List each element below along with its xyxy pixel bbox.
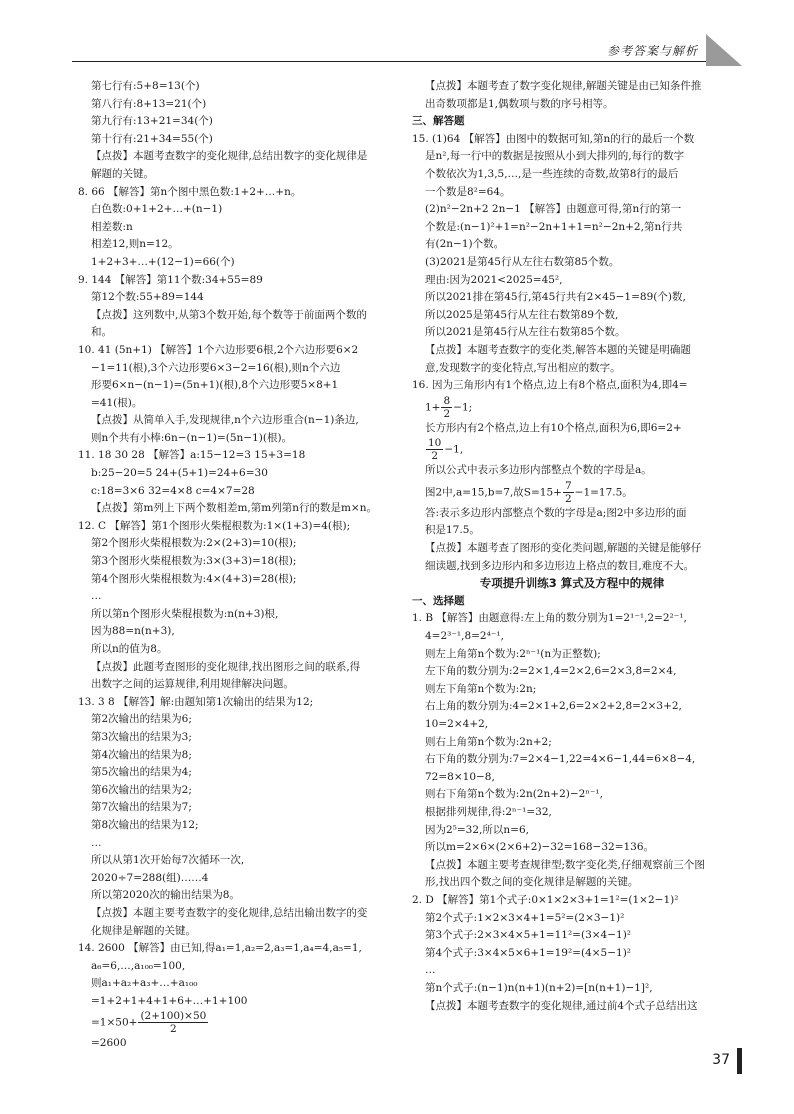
text-line: 相差数:n — [91, 220, 133, 233]
text-line: 10. 41 (5n+1) 【解答】1个六边形要6根,2个六边形要6×2 — [78, 343, 359, 356]
text-line: 第九行有:13+21=34(个) — [91, 115, 213, 128]
text-line: 72=8×10−8, — [425, 770, 495, 783]
text-line: a₆=6,…,a₁₀₀=100, — [91, 959, 186, 972]
fraction — [563, 480, 574, 505]
fraction-numerator: 10 — [428, 437, 442, 450]
text-line: 第3个式子:2×3×4×5+1=11²=(3×4−1)² — [425, 929, 632, 942]
left-column — [78, 78, 390, 1053]
text-line: 所以从第1次开始每7次循环一次, — [91, 854, 245, 867]
page-header — [72, 40, 742, 66]
text-line: 第4个式子:3×4×5×6+1=19²=(4×5−1)² — [425, 946, 632, 959]
q16-answer-1: 答:表示多边形内部整点个数的字母是a;图2中多边形的面 — [425, 506, 687, 519]
q16-f1-post: −1; — [453, 401, 473, 414]
q16-rect: 长方形内有2个格点,边上有10个格点,面积为6,即6=2+ — [425, 421, 682, 434]
text-line: 个数是:(n−1)²+1=n²−2n+1+1=n²−2n+2,第n行共 — [425, 220, 683, 233]
text-line: 理由:因为2021<2025=45², — [425, 273, 563, 286]
text-line: 右上角的数分别为:4=2×1+2,6=2×2+2,8=2×3+2, — [425, 700, 682, 713]
text-line: 15. (1)64 【解答】由图中的数据可知,第n的行的最后一个数 — [412, 132, 695, 145]
text-line: 则n个共有小棒:6n−(n−1)=(5n−1)(根)。 — [91, 431, 293, 444]
text-line: b:25−20=5 24+(5+1)=24+6=30 — [91, 467, 268, 480]
text-line: 左下角的数分别为:2=2×1,4=2×2,6=2×3,8=2×4, — [425, 665, 677, 678]
text-line: 【点拨】从简单入手,发现规律,n个六边形重合(n−1)条边, — [91, 414, 359, 427]
section-heading: 一、选择题 — [412, 594, 465, 607]
q16-f1-pre: 1+ — [425, 401, 441, 414]
text-line: 因为2⁵=32,所以n=6, — [425, 823, 529, 836]
text-line: 第4次输出的结果为8; — [91, 748, 192, 761]
text-line: 4=2³⁻¹,8=2⁴⁻¹, — [425, 630, 504, 643]
q16-f3-pre: 图2中,a=15,b=7,故S=15+ — [425, 486, 562, 499]
text-line: −1=11(根),3个六边形要6×3−2=16(根),则n个六边 — [91, 361, 341, 374]
section-subtitle: 专项提升训练3 算式及方程中的规律 — [479, 576, 665, 591]
text-line: 2020÷7=288(组)……4 — [91, 871, 209, 884]
text-line: 第2次输出的结果为6; — [91, 713, 192, 726]
text-line: 第n个式子:(n−1)n(n+1)(n+2)=[n(n+1)−1]², — [425, 981, 653, 994]
text-line: 第七行有:5+8=13(个) — [91, 80, 200, 92]
q16-f3-post: −1=17.5。 — [574, 486, 633, 499]
text-line: 第5次输出的结果为4; — [91, 766, 192, 779]
header-rule — [72, 61, 706, 62]
text-line: 【点拨】本题考查数字的变化类,解答本题的关键是明确题 — [425, 343, 691, 356]
text-line: 所以n的值为8。 — [91, 643, 168, 655]
text-line: 2. D 【解答】第1个式子:0×1×2×3+1=1²=(1×2−1)² — [412, 893, 679, 906]
text-line: 所以2021排在第45行,第45行共有2×45−1=89(个)数, — [425, 291, 686, 304]
text-line: (2)n²−2n+2 2n−1 【解答】由题意可得,第n行的第一 — [425, 203, 682, 216]
fraction-numerator: 7 — [564, 479, 572, 492]
text-line: c:18=3×6 32=4×8 c=4×7=28 — [91, 484, 255, 497]
text-line: 第3次输出的结果为3; — [91, 730, 192, 743]
right-column — [412, 78, 732, 1015]
text-line: 11. 18 30 28 【解答】a:15−12=3 15+3=18 — [78, 449, 306, 462]
text-line: 则a₁+a₂+a₃+…+a₁₀₀ — [91, 977, 198, 990]
text-line: 右下角的数分别为:7=2×4−1,22=4×6−1,44=6×8−4, — [425, 753, 696, 766]
text-line: 【点拨】本题考查数字的变化规律,总结出数字的变化规律是 — [91, 150, 368, 163]
right-lines-2 — [412, 593, 732, 1015]
text-line: 第十行有:21+34=55(个) — [91, 132, 213, 145]
page-number: 37 — [712, 1052, 730, 1068]
text-line: 根据排列规律,得:2ⁿ⁻¹=32, — [425, 805, 552, 818]
header-title: 参考答案与解析 — [606, 44, 698, 58]
text-line: 第4个图形火柴棍根数为:4×(4+3)=28(根); — [91, 572, 297, 585]
text-line: 个数依次为1,3,5,…,是一些连续的奇数,故第8行的最后 — [425, 167, 679, 180]
text-line: 1+2+3+…+(12−1)=66(个) — [91, 255, 235, 268]
text-line: 相差12,则n=12。 — [91, 238, 179, 251]
text-line: 第2个图形火柴棍根数为:2×(2+3)=10(根); — [91, 537, 297, 550]
q16-formula: 所以公式中表示多边形内部整点个数的字母是a。 — [425, 464, 652, 477]
text-line: 第八行有:8+13=21(个) — [91, 97, 207, 110]
section-heading: 三、解答题 — [412, 115, 465, 128]
text-line: 出奇数项都是1,偶数项与数的序号相等。 — [425, 97, 614, 110]
text-line: 13. 3 8 【解答】解:由题知第1次输出的结果为12; — [78, 695, 314, 708]
text-line: 8. 66 【解答】第n个图中黑色数:1+2+…+n。 — [78, 185, 302, 198]
fraction-numerator: 8 — [443, 394, 451, 407]
text-line: 有(2n−1)个数。 — [425, 238, 505, 251]
fraction — [426, 437, 443, 462]
q16-tip-2: 细读题,找到多边形内和多边形边上格点的数目,难度不大。 — [425, 559, 695, 572]
text-line: 16. 因为三角形内有1个格点,边上有8个格点,面积为4,即4= — [412, 379, 688, 392]
text-line: 第6次输出的结果为2; — [91, 783, 192, 796]
left-lines — [78, 78, 390, 1010]
text-line: 是n²,每一行中的数据是按照从小到大排列的,每行的数字 — [425, 150, 685, 163]
q16-answer-2: 积是17.5。 — [425, 524, 480, 537]
text-line: 14. 2600 【解答】由已知,得a₁=1,a₂=2,a₃=1,a₄=4,a₅=1, — [78, 942, 362, 955]
text-line: 【点拨】本题主要考查数字的变化规律,总结出输出数字的变 — [91, 906, 368, 919]
text-line: (3)2021是第45行从左往右数第85个数。 — [425, 255, 620, 268]
text-line: 则右下角第n个数为:2n(2n+2)−2ⁿ⁻¹, — [425, 788, 603, 801]
text-line: 和。 — [91, 326, 112, 339]
text-line: 意,发现数字的变化特点,写出相应的数字。 — [425, 361, 621, 374]
left-frac-line — [78, 1010, 390, 1035]
text-line: 所以第2020次的输出结果为8。 — [91, 889, 240, 902]
text-line: 【点拨】本题考查数字的变化规律,通过前4个式子总结出这 — [425, 999, 698, 1012]
text-line: =41(根)。 — [91, 396, 143, 409]
fraction-denominator: 2 — [431, 450, 439, 463]
fraction-denominator: 2 — [170, 1023, 177, 1036]
fraction-denominator: 2 — [564, 492, 572, 505]
text-line: 白色数:0+1+2+…+(n−1) — [91, 203, 223, 216]
page-number-bar — [737, 1048, 742, 1074]
text-line: 则左上角第n个数为:2ⁿ⁻¹(n为正整数); — [425, 647, 601, 660]
fraction — [441, 395, 452, 420]
q16-f2-post: −1, — [444, 443, 464, 456]
q16-tip-1: 【点拨】本题考查了图形的变化类问题,解题的关键是能够仔 — [425, 542, 702, 555]
text-line: 形要6×n−(n−1)=(5n+1)(根),8个六边形要5×8+1 — [91, 379, 339, 392]
q16-frac-1 — [412, 395, 732, 420]
text-line: 9. 144 【解答】第11个数:34+55=89 — [78, 273, 263, 286]
text-line: 10=2×4+2, — [425, 718, 489, 730]
text-line: 第8次输出的结果为12; — [91, 818, 199, 831]
text-line: 第3个图形火柴棍根数为:3×(3+3)=18(根); — [91, 555, 297, 568]
text-line: 形,找出四个数之间的变化规律是解题的关键。 — [425, 876, 639, 889]
text-line: 【点拨】第m列上下两个数相差m,第m列第n行的数是m×n。 — [91, 502, 377, 515]
q16-frac-2 — [412, 437, 732, 462]
left-tail: =2600 — [91, 1037, 127, 1050]
text-line: 所以第n个图形火柴棍根数为:n(n+3)根, — [91, 607, 279, 620]
text-line: 则左下角第n个数为:2n; — [425, 682, 537, 695]
fraction-denominator: 2 — [443, 407, 451, 420]
text-line: 出数字之间的运算规律,利用规律解决问题。 — [91, 678, 294, 691]
text-line: 化规律是解题的关键。 — [91, 924, 196, 937]
text-line: 【点拨】本题考查了数字变化规律,解题关键是由已知条件推 — [425, 80, 702, 92]
text-line: … — [91, 836, 102, 849]
text-line: 第12个数:55+89=144 — [91, 291, 204, 304]
text-line: 12. C 【解答】第1个图形火柴棍根数为:1×(1+3)=4(根); — [78, 519, 351, 532]
fraction — [138, 1010, 208, 1035]
text-line: 因为88=n(n+3), — [91, 625, 175, 638]
text-line: 【点拨】这列数中,从第3个数开始,每个数等于前面两个数的 — [91, 308, 367, 321]
text-line: 1. B 【解答】由题意得:左上角的数分别为1=2¹⁻¹,2=2²⁻¹, — [412, 612, 687, 625]
text-line: 解题的关键。 — [91, 167, 154, 180]
right-lines — [412, 78, 732, 395]
text-line: 第2个式子:1×2×3×4+1=5²=(2×3−1)² — [425, 911, 625, 924]
header-corner-triangle — [706, 34, 742, 66]
fraction-numerator: (2+100)×50 — [140, 1010, 207, 1023]
text-line: … — [425, 964, 436, 977]
text-line: 第7次输出的结果为7; — [91, 801, 192, 814]
text-line: =1+2+1+4+1+6+…+1+100 — [91, 994, 248, 1007]
text-line: 则右上角第n个数为:2n+2; — [425, 735, 552, 748]
text-line: 所以2021是第45行从左往右数第85个数。 — [425, 326, 626, 339]
text-line: 一个数是8²=64。 — [425, 185, 511, 198]
text-line: 所以m=2×6×(2×6+2)−32=168−32=136。 — [425, 841, 655, 854]
text-line: 【点拨】本题主要考查规律型;数字变化类,仔细观察前三个图 — [425, 858, 705, 871]
frac-prefix: =1×50+ — [91, 1016, 138, 1029]
q16-frac-3 — [412, 480, 732, 505]
text-line: 所以2025是第45行从左往右数第89个数, — [425, 308, 619, 321]
text-line: 【点拨】此题考查图形的变化规律,找出图形之间的联系,得 — [91, 660, 361, 673]
text-line: … — [91, 590, 102, 603]
